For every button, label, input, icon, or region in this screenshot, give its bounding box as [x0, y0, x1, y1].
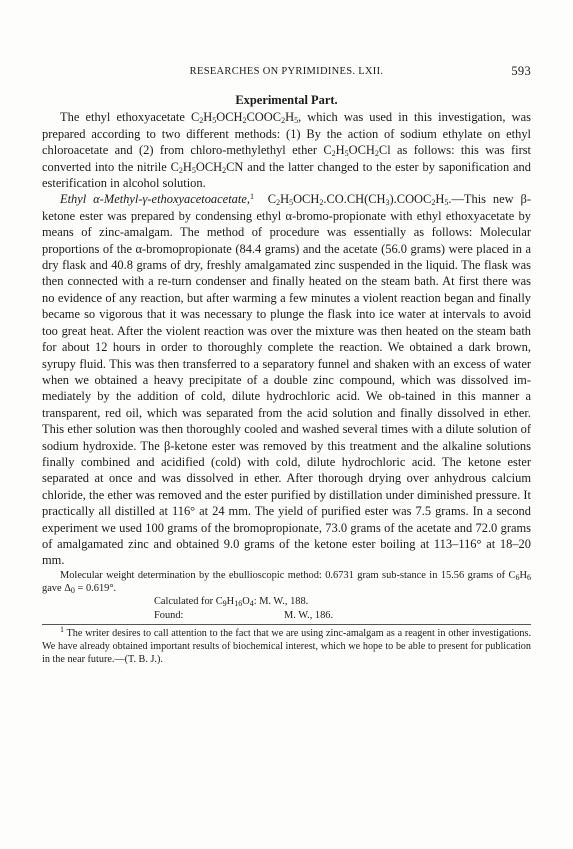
subscript: 2: [222, 165, 227, 175]
text-run: Calculated for C: [154, 596, 223, 608]
subscript: 2: [281, 116, 286, 126]
subscript: 5: [289, 198, 294, 208]
footnote-divider: [42, 624, 531, 625]
running-header: [42, 66, 531, 82]
found-line: [42, 609, 531, 622]
text-run: OCH: [195, 159, 223, 174]
footnote-mark: 1: [60, 624, 64, 634]
text-run: H: [280, 192, 290, 207]
footnote: [42, 624, 531, 667]
subscript: 2: [178, 165, 183, 175]
text-run: H: [285, 110, 295, 125]
subscript: 2: [199, 116, 204, 126]
subscript: 16: [234, 599, 243, 609]
subscript: 2: [242, 116, 247, 126]
running-title: RESEARCHES ON PYRIMIDINES. LXII.: [189, 66, 384, 77]
text-run: C: [267, 192, 277, 207]
text-run: H: [182, 159, 192, 174]
subscript: 2: [374, 149, 379, 159]
molecular-weight-determination: [42, 569, 531, 596]
subscript: 4: [249, 599, 254, 609]
subscript: 5: [444, 198, 449, 208]
subscript: 5: [294, 116, 299, 126]
subscript: 5: [212, 116, 217, 126]
subscript: 6: [527, 572, 531, 582]
text-run: The ethyl ethoxyacetate C: [60, 110, 200, 125]
page-number: 593: [511, 64, 531, 78]
footnote-text: The writer desires to call attention to the fact that we are using zinc-amalgam as a reagent in other investigations. We have already obtained important results of biochemical interest, which we hope to be able to present for publication in the near future.—(T. B. J.).: [42, 627, 531, 666]
text-run: Molecular weight determination by the ebullioscopic method: 0.6731 gram sub-stance in 15.56 grams of C: [60, 569, 516, 581]
text-run: Cl as follows: this was first converted into the nitrile C: [42, 143, 532, 174]
text-run: H: [519, 569, 527, 581]
text-run: ).COOC: [389, 192, 432, 207]
text-run: H: [226, 596, 235, 608]
subscript: 2: [319, 198, 324, 208]
subscript: 6: [515, 572, 520, 582]
section-heading: Experimental Part.: [235, 93, 338, 107]
text-run: O: [242, 596, 250, 608]
subscript: 2: [431, 198, 436, 208]
text-run: .CO.CH(CH: [323, 192, 386, 207]
molecular-weight-block: [42, 569, 531, 622]
text-run: OCH: [216, 110, 243, 125]
found-label: Found:: [154, 609, 184, 621]
subscript: 2: [276, 198, 281, 208]
subscript: 5: [344, 149, 349, 159]
text-run: OCH: [293, 192, 320, 207]
subscript: 3: [385, 198, 390, 208]
subscript: 2: [331, 149, 336, 159]
text-run: : M. W., 188.: [253, 596, 309, 608]
text-run: = 0.619°.: [74, 583, 117, 595]
text-run: H: [335, 143, 345, 158]
text-run: COOC: [246, 110, 282, 125]
paragraph-ketone-ester: [42, 191, 531, 568]
footnote-ref: 1: [249, 192, 254, 202]
subscript: 9: [222, 599, 227, 609]
found-value: M. W., 186.: [284, 609, 334, 621]
text-run: —This new β-ketone ester was prepared by condensing ethyl α-bromo-propionate with ethyl ethoxyacetate by means of zinc-amalgam. The method of procedure was essentially as follows: Molecular proportions of the α-bromopropionate (84.4 grams) and the acetate (56.0 grams) were placed in a dry flask and 40.8 grams of dry, freshly amalgamated zinc suspended in the liquid. The flask was then connected with a re-turn condenser and finally heated on the steam bath. At first there was no evidence of any reaction, but after warming a few minutes a violent reaction began and finally became so vigorous that it was necessary to plunge the flask into ice water at intervals to avoid too great heat. After the violent reaction was over the mixture was then heated on the steam bath for about 12 hours in order to thoroughly complete the reaction. We obtained a dark brown, syrupy fluid. This was then transferred to a separatory funnel and shaken with an excess of water when we obtained a heavy precipitate of a double zinc compound, which was dissolved im-mediately by the addition of cold, dilute hydrochloric acid. We ob-tained in this manner a transparent, red oil, which was separated from the acid solution and finally dissolved in ether. This ether solution was then thoroughly cooled and washed several times with a dilute solution of sodium hydroxide. The β-ketone ester was removed by this treatment and the alkaline solutions finally combined and acidified (cold) with cold, dilute hydrochloric acid. The ketone ester separated at once and was dissolved in ether. After thorough drying over anhydrous calcium chloride, the ether was removed and the ester purified by distillation under diminished pressure. It practically all distilled at 116° at 24 mm. The yield of purified ester was 7.5 grams. In a second experiment we used 100 grams of the bromopropionate, 73.0 grams of the acetate and 72.0 grams of amalgamated zinc and obtained 9.0 grams of the ketone ester boiling at 113–116° at 18–20 mm.: [42, 192, 531, 568]
text-run: .: [448, 192, 452, 207]
text-run: H: [435, 192, 445, 207]
compound-title: Ethyl α-Methyl-γ-ethoxyacetoacetate,: [60, 192, 250, 207]
text-run: CN and the latter changed to the ester by saponification and esterification in alcohol solution.: [42, 159, 531, 191]
text-run: , which was used in this investigation, was prepared according to two different methods: (1) By the action of sodium ethylate on ethyl chloroacetate and (2) from chloro-methylethyl ether C: [42, 110, 531, 158]
page-body: [42, 92, 531, 667]
paragraph-ethoxyacetate: [42, 109, 531, 191]
subscript: 0: [70, 586, 75, 596]
text-run: gave Δ: [42, 583, 71, 595]
subscript: 5: [191, 165, 196, 175]
text-run: H: [203, 110, 213, 125]
text-run: OCH: [348, 143, 375, 158]
calculated-line: [42, 595, 531, 608]
